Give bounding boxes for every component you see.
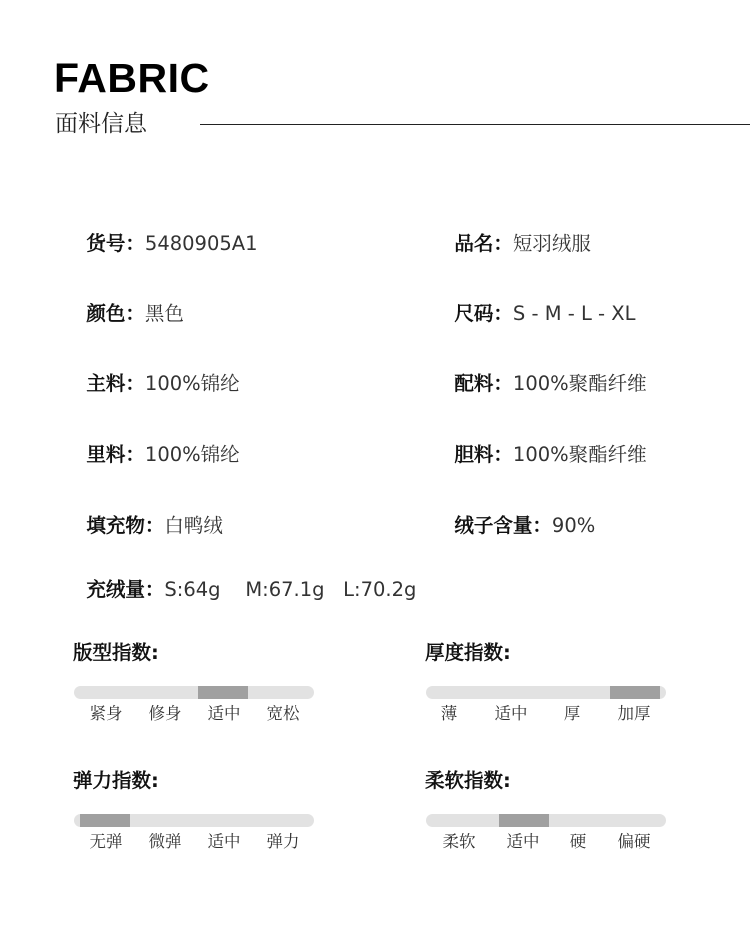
spec-trim-fabric xyxy=(442,345,647,397)
softness-meter-title: 柔软指数: xyxy=(425,769,511,792)
softness-meter-fill xyxy=(499,814,549,827)
page-title-en: FABRIC xyxy=(54,55,210,101)
elasticity-tick: 微弹 xyxy=(148,832,182,851)
thickness-meter-track xyxy=(426,686,666,699)
spec-inner-lining xyxy=(442,416,647,468)
softness-tick: 偏硬 xyxy=(617,832,651,851)
spec-value: 100%锦纶 xyxy=(144,443,240,466)
spec-label: 颜色： xyxy=(86,302,145,325)
fit-meter-fill xyxy=(198,686,248,699)
softness-tick: 柔软 xyxy=(442,832,476,851)
spec-value: 90% xyxy=(551,514,596,537)
thickness-tick: 厚 xyxy=(563,704,581,723)
page-title-cn: 面料信息 xyxy=(55,111,147,137)
thickness-tick: 薄 xyxy=(440,704,458,723)
spec-lining xyxy=(74,416,240,468)
spec-value: 5480905A1 xyxy=(144,232,258,255)
fit-meter-track xyxy=(74,686,314,699)
elasticity-meter-track xyxy=(74,814,314,827)
spec-label: 尺码： xyxy=(454,302,513,325)
spec-value: 黑色 xyxy=(144,302,184,325)
spec-value: 100%聚酯纤维 xyxy=(512,372,647,395)
spec-label: 里料： xyxy=(86,443,145,466)
spec-color xyxy=(74,275,184,327)
spec-label: 品名： xyxy=(454,232,513,255)
softness-tick: 硬 xyxy=(569,832,587,851)
spec-label: 绒子含量： xyxy=(454,514,552,537)
spec-value: S:64g M:67.1g L:70.2g xyxy=(164,578,417,601)
fit-tick: 修身 xyxy=(148,704,182,723)
thickness-meter-fill xyxy=(610,686,660,699)
spec-label: 主料： xyxy=(86,372,145,395)
elasticity-meter-fill xyxy=(80,814,130,827)
spec-product-name xyxy=(442,205,591,257)
thickness-tick: 加厚 xyxy=(617,704,651,723)
spec-fill-weight xyxy=(74,551,416,603)
thickness-meter-title: 厚度指数: xyxy=(425,641,511,664)
elasticity-tick: 无弹 xyxy=(89,832,123,851)
spec-filling xyxy=(74,487,223,539)
spec-size xyxy=(442,275,636,327)
spec-value: 白鸭绒 xyxy=(164,514,223,537)
fit-tick: 紧身 xyxy=(89,704,123,723)
spec-label: 充绒量： xyxy=(86,578,165,601)
elasticity-tick: 适中 xyxy=(207,832,241,851)
softness-tick: 适中 xyxy=(506,832,540,851)
softness-meter-track xyxy=(426,814,666,827)
spec-down-content xyxy=(442,487,595,539)
title-divider xyxy=(200,124,750,125)
elasticity-tick: 弹力 xyxy=(266,832,300,851)
thickness-tick: 适中 xyxy=(494,704,528,723)
spec-label: 填充物： xyxy=(86,514,165,537)
spec-value: 100%锦纶 xyxy=(144,372,240,395)
fit-tick: 宽松 xyxy=(266,704,300,723)
spec-label: 配料： xyxy=(454,372,513,395)
spec-main-fabric xyxy=(74,345,240,397)
spec-value: 短羽绒服 xyxy=(512,232,591,255)
spec-value: S - M - L - XL xyxy=(512,302,636,325)
spec-label: 胆料： xyxy=(454,443,513,466)
fit-tick: 适中 xyxy=(207,704,241,723)
spec-item-no xyxy=(74,205,258,257)
spec-label: 货号： xyxy=(86,232,145,255)
fit-meter-title: 版型指数: xyxy=(73,641,159,664)
spec-value: 100%聚酯纤维 xyxy=(512,443,647,466)
elasticity-meter-title: 弹力指数: xyxy=(73,769,159,792)
